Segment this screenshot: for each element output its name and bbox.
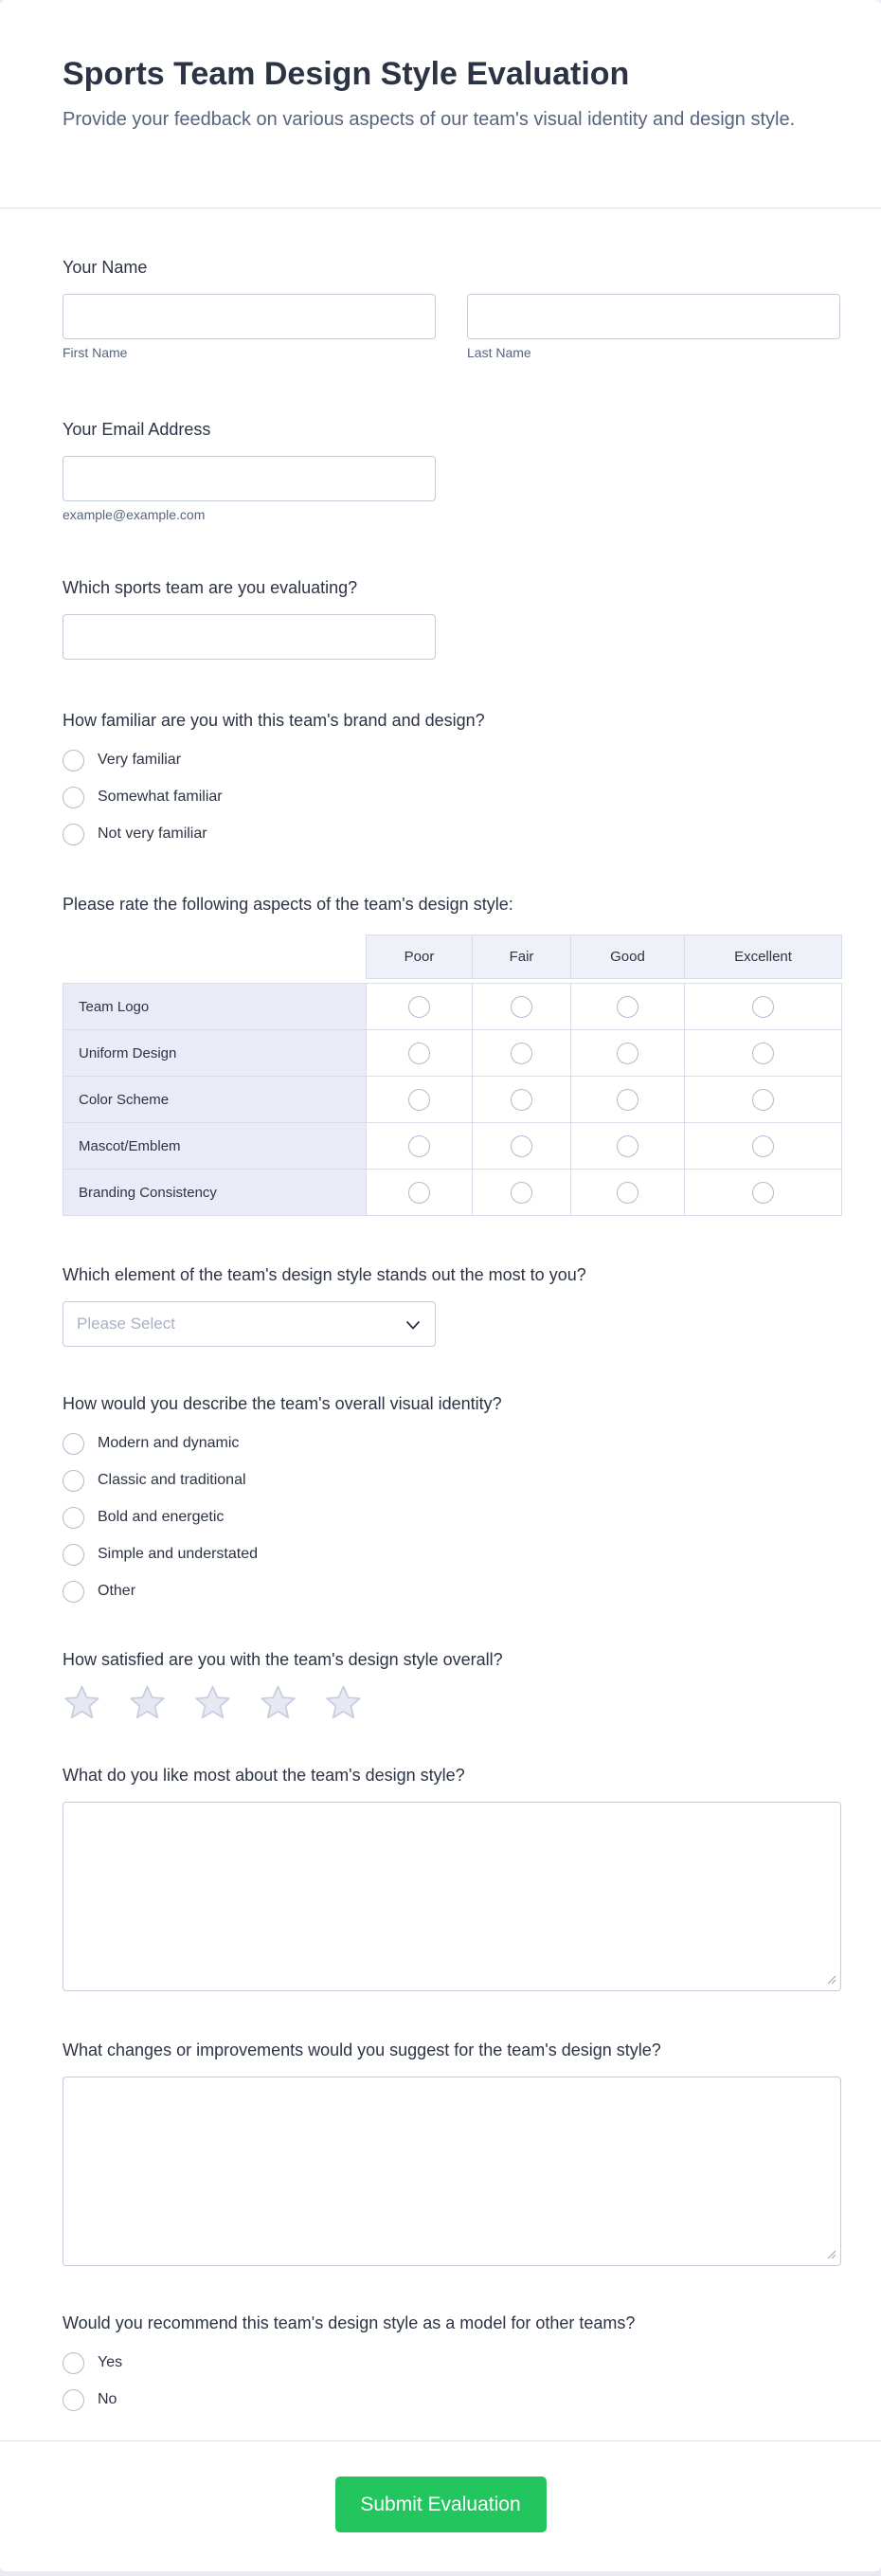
- matrix-row-color-scheme: [63, 1077, 842, 1123]
- matrix-cell: [367, 1030, 473, 1077]
- radio-option-label[interactable]: Somewhat familiar: [98, 789, 223, 805]
- star-rating: [63, 1684, 841, 1721]
- radio-button-icon[interactable]: [63, 2352, 84, 2374]
- matrix-cell: [685, 1123, 842, 1170]
- field-improvements: [0, 2039, 881, 2266]
- form-footer: [0, 2440, 881, 2571]
- radio-button-icon[interactable]: [511, 1182, 532, 1204]
- matrix-row-branding-consistency: [63, 1170, 842, 1216]
- familiarity-option-notvery: [63, 823, 841, 845]
- radio-option-label[interactable]: Simple and understated: [98, 1546, 258, 1562]
- matrix-cell: [685, 1077, 842, 1123]
- radio-button-icon[interactable]: [63, 787, 84, 808]
- first-name-input[interactable]: [63, 294, 436, 339]
- star-icon[interactable]: [259, 1684, 297, 1721]
- radio-option-label[interactable]: Modern and dynamic: [98, 1435, 240, 1451]
- last-name-col: [467, 294, 840, 361]
- matrix-row-label: Uniform Design: [63, 1030, 367, 1077]
- select-placeholder: Please Select: [77, 1315, 175, 1333]
- improvements-label: What changes or improvements would you suggest for the team's design style?: [63, 2041, 661, 2059]
- field-identity: [0, 1392, 881, 1603]
- matrix-row-label: Mascot/Emblem: [63, 1123, 367, 1170]
- matrix-row-label: Team Logo: [63, 984, 367, 1030]
- matrix-row-mascot-emblem: [63, 1123, 842, 1170]
- submit-button[interactable]: Submit Evaluation: [335, 2476, 547, 2532]
- standout-label: Which element of the team's design style stands out the most to you?: [63, 1265, 586, 1284]
- matrix-cell: [571, 984, 685, 1030]
- radio-button-icon[interactable]: [511, 1043, 532, 1064]
- star-icon[interactable]: [324, 1684, 363, 1721]
- matrix-cell: [685, 984, 842, 1030]
- radio-button-icon[interactable]: [408, 1043, 430, 1064]
- matrix-col-header-excellent: Excellent: [685, 935, 842, 979]
- matrix-col-header-fair: Fair: [473, 935, 571, 979]
- matrix-corner-cell: [63, 935, 367, 979]
- matrix-cell: [473, 1170, 571, 1216]
- last-name-sublabel: Last Name: [467, 345, 531, 360]
- form-header: [0, 0, 881, 209]
- team-label: Which sports team are you evaluating?: [63, 578, 358, 597]
- radio-option-label[interactable]: Bold and energetic: [98, 1509, 225, 1525]
- radio-button-icon[interactable]: [511, 996, 532, 1018]
- likes-textarea-wrap: [63, 1802, 841, 1991]
- radio-button-icon[interactable]: [511, 1089, 532, 1111]
- team-input[interactable]: [63, 614, 436, 660]
- radio-button-icon[interactable]: [752, 1043, 774, 1064]
- radio-option-label[interactable]: Not very familiar: [98, 825, 207, 842]
- field-familiarity: [0, 709, 881, 845]
- matrix-cell: [473, 984, 571, 1030]
- identity-option-modern: [63, 1432, 841, 1455]
- radio-button-icon[interactable]: [63, 1433, 84, 1455]
- improvements-textarea-wrap: [63, 2077, 841, 2266]
- identity-option-simple: [63, 1543, 841, 1566]
- matrix-row-uniform-design: [63, 1030, 842, 1077]
- name-inputs-row: [63, 294, 841, 361]
- star-icon[interactable]: [63, 1684, 101, 1721]
- likes-label: What do you like most about the team's design style?: [63, 1766, 465, 1785]
- rating-matrix-table: [63, 934, 842, 1216]
- identity-option-other: [63, 1580, 841, 1603]
- matrix-cell: [571, 1123, 685, 1170]
- page-subtitle: Provide your feedback on various aspects of our team's visual identity and design style.: [63, 109, 796, 130]
- your-name-label: Your Name: [63, 258, 148, 277]
- radio-button-icon[interactable]: [752, 996, 774, 1018]
- field-recommend: [0, 2312, 881, 2411]
- radio-button-icon[interactable]: [617, 1135, 638, 1157]
- radio-option-label[interactable]: Very familiar: [98, 752, 182, 768]
- matrix-cell: [473, 1123, 571, 1170]
- radio-button-icon[interactable]: [408, 1089, 430, 1111]
- chevron-down-icon: [406, 1321, 420, 1330]
- matrix-col-header-good: Good: [571, 935, 685, 979]
- radio-option-label[interactable]: Classic and traditional: [98, 1472, 246, 1488]
- field-likes: [0, 1764, 881, 1991]
- matrix-row-label: Color Scheme: [63, 1077, 367, 1123]
- radio-button-icon[interactable]: [63, 1470, 84, 1492]
- radio-button-icon[interactable]: [408, 1135, 430, 1157]
- star-icon[interactable]: [193, 1684, 232, 1721]
- matrix-cell: [473, 1030, 571, 1077]
- radio-option-label[interactable]: No: [98, 2391, 117, 2407]
- radio-button-icon[interactable]: [63, 750, 84, 771]
- radio-button-icon[interactable]: [63, 1544, 84, 1566]
- familiarity-options: [63, 749, 841, 845]
- familiarity-option-somewhat: [63, 786, 841, 808]
- radio-button-icon[interactable]: [408, 1182, 430, 1204]
- radio-button-icon[interactable]: [617, 1043, 638, 1064]
- recommend-label: Would you recommend this team's design style as a model for other teams?: [63, 2313, 636, 2332]
- standout-select[interactable]: [63, 1301, 436, 1347]
- email-label: Your Email Address: [63, 420, 211, 439]
- field-satisfaction: [0, 1648, 881, 1721]
- matrix-cell: [571, 1077, 685, 1123]
- matrix-cell: [571, 1170, 685, 1216]
- radio-button-icon[interactable]: [63, 1507, 84, 1529]
- radio-button-icon[interactable]: [617, 1182, 638, 1204]
- radio-button-icon[interactable]: [408, 996, 430, 1018]
- identity-option-classic: [63, 1469, 841, 1492]
- radio-button-icon[interactable]: [63, 2389, 84, 2411]
- matrix-cell: [473, 1077, 571, 1123]
- radio-option-label[interactable]: Other: [98, 1583, 136, 1599]
- radio-button-icon[interactable]: [63, 824, 84, 845]
- matrix-cell: [685, 1030, 842, 1077]
- recommend-option-no: [63, 2388, 841, 2411]
- matrix-cell: [367, 1170, 473, 1216]
- field-team: [0, 576, 881, 660]
- matrix-col-header-poor: Poor: [367, 935, 473, 979]
- recommend-options: [63, 2351, 841, 2411]
- radio-button-icon[interactable]: [617, 996, 638, 1018]
- matrix-cell: [367, 984, 473, 1030]
- improvements-textarea[interactable]: [63, 2077, 841, 2266]
- first-name-col: [63, 294, 436, 361]
- likes-textarea[interactable]: [63, 1802, 841, 1991]
- radio-button-icon[interactable]: [752, 1135, 774, 1157]
- first-name-sublabel: First Name: [63, 345, 128, 360]
- radio-button-icon[interactable]: [752, 1089, 774, 1111]
- matrix-row-team-logo: [63, 984, 842, 1030]
- familiarity-label: How familiar are you with this team's brand and design?: [63, 711, 485, 730]
- familiarity-option-very: [63, 749, 841, 771]
- last-name-input[interactable]: [467, 294, 840, 339]
- field-standout: [0, 1263, 881, 1347]
- identity-label: How would you describe the team's overall visual identity?: [63, 1394, 502, 1413]
- matrix-cell: [367, 1123, 473, 1170]
- radio-button-icon[interactable]: [63, 1581, 84, 1603]
- radio-button-icon[interactable]: [752, 1182, 774, 1204]
- star-icon[interactable]: [128, 1684, 167, 1721]
- email-input[interactable]: [63, 456, 436, 501]
- radio-button-icon[interactable]: [617, 1089, 638, 1111]
- field-your-name: [0, 256, 881, 361]
- matrix-label: Please rate the following aspects of the team's design style:: [63, 895, 513, 914]
- radio-option-label[interactable]: Yes: [98, 2354, 123, 2370]
- identity-option-bold: [63, 1506, 841, 1529]
- matrix-row-label: Branding Consistency: [63, 1170, 367, 1216]
- matrix-cell: [685, 1170, 842, 1216]
- radio-button-icon[interactable]: [511, 1135, 532, 1157]
- field-rating-matrix: [0, 893, 881, 1216]
- matrix-header-row: [63, 935, 842, 979]
- matrix-cell: [571, 1030, 685, 1077]
- satisfaction-label: How satisfied are you with the team's design style overall?: [63, 1650, 503, 1669]
- recommend-option-yes: [63, 2351, 841, 2374]
- email-sublabel: example@example.com: [63, 507, 206, 522]
- matrix-cell: [367, 1077, 473, 1123]
- field-email: [0, 418, 881, 523]
- page-title: Sports Team Design Style Evaluation: [63, 56, 630, 92]
- identity-options: [63, 1432, 841, 1603]
